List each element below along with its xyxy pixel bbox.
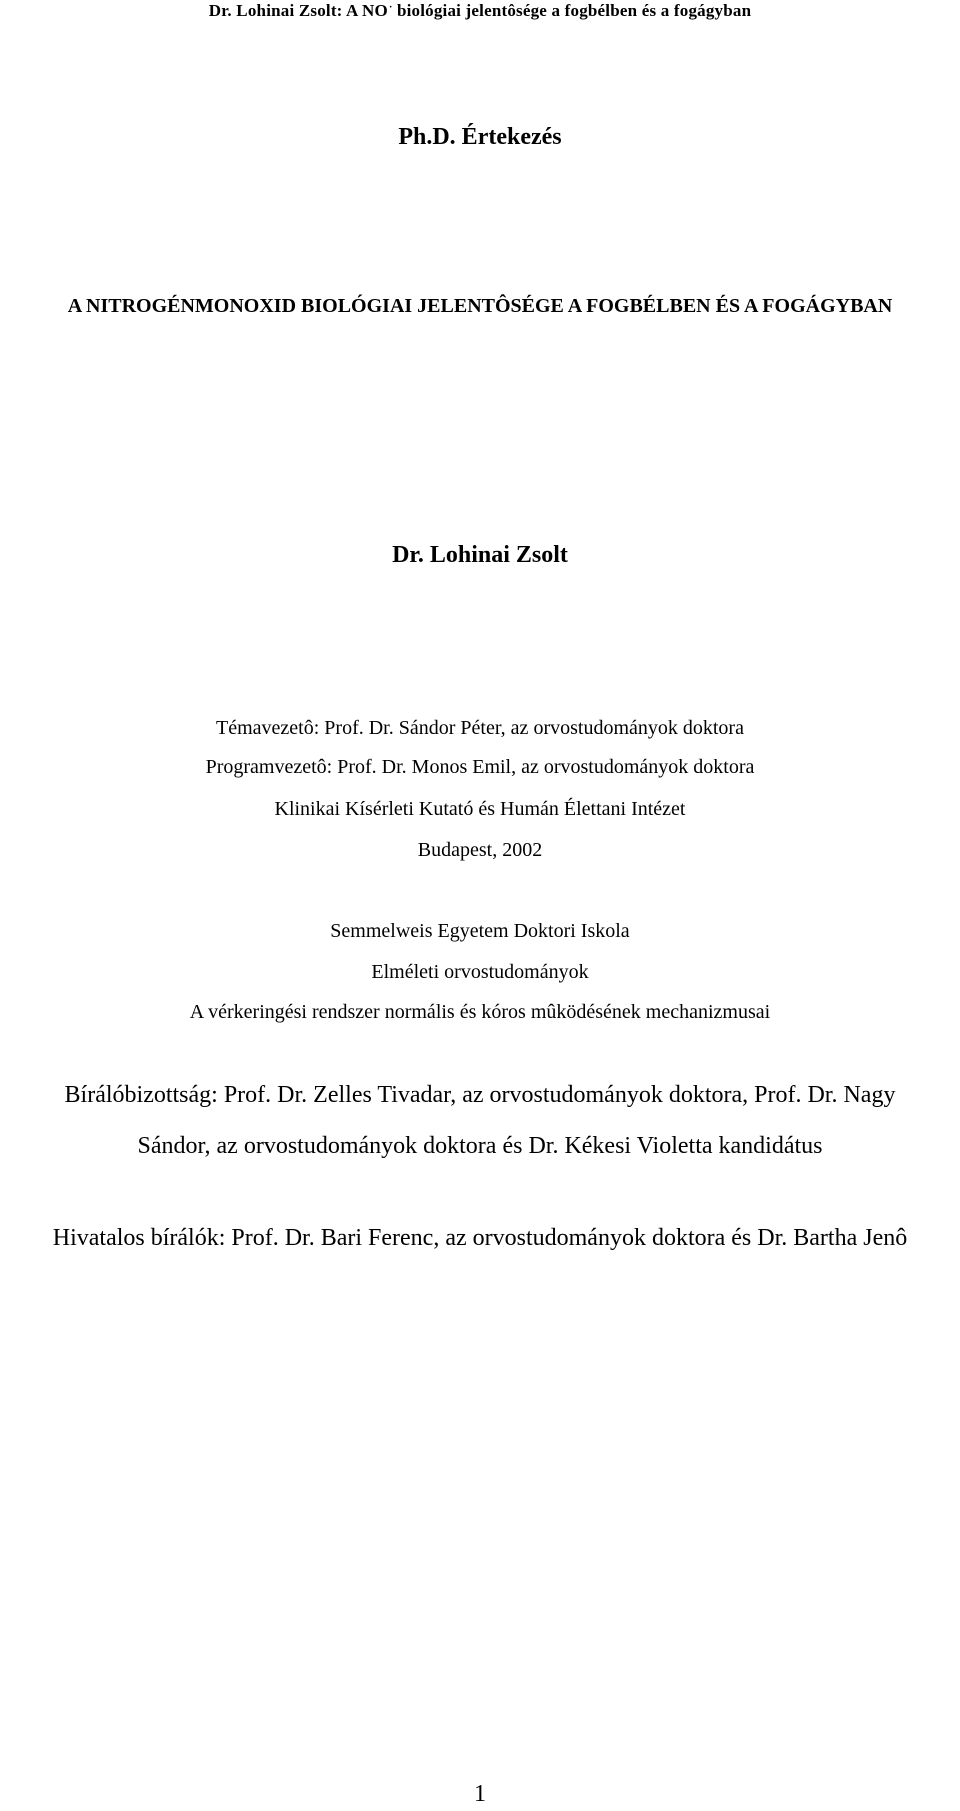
committee-line-2: Sándor, az orvostudományok doktora és Dr. Kékesi Violetta kandidátus bbox=[137, 1133, 823, 1159]
radical-dot-superscript: · bbox=[388, 2, 393, 13]
running-header-text-start: Dr. Lohinai Zsolt: A NO bbox=[208, 1, 388, 20]
field-line: Elméleti orvostudományok bbox=[371, 961, 589, 983]
doctoral-school-line: Semmelweis Egyetem Doktori Iskola bbox=[330, 920, 630, 942]
running-header-text-end: biológiai jelentôsége a fogbélben és a fogágyban bbox=[392, 1, 752, 20]
committee-line-1: Bírálóbizottság: Prof. Dr. Zelles Tivadar, az orvostudományok doktora, Prof. Dr. Nagy bbox=[64, 1082, 896, 1108]
place-year-line: Budapest, 2002 bbox=[417, 839, 543, 861]
program-line: A vérkeringési rendszer normális és kóros mûködésének mechanizmusai bbox=[189, 1001, 771, 1023]
institute-line: Klinikai Kísérleti Kutató és Humán Élettani Intézet bbox=[274, 798, 686, 820]
document-type: Ph.D. Értekezés bbox=[398, 124, 562, 150]
page-number: 1 bbox=[474, 1781, 486, 1807]
official-reviewers-line: Hivatalos bírálók: Prof. Dr. Bari Ferenc, az orvostudományok doktora és Dr. Bartha Jenô bbox=[52, 1225, 908, 1251]
running-header bbox=[0, 2, 960, 19]
supervisor-line: Témavezetô: Prof. Dr. Sándor Péter, az orvostudományok doktora bbox=[216, 717, 744, 739]
thesis-title: A NITROGÉNMONOXID BIOLÓGIAI JELENTÔSÉGE A FOGBÉLBEN ÉS A FOGÁGYBAN bbox=[67, 295, 893, 317]
program-leader-line: Programvezetô: Prof. Dr. Monos Emil, az orvostudományok doktora bbox=[205, 756, 755, 778]
author-name: Dr. Lohinai Zsolt bbox=[392, 542, 568, 568]
